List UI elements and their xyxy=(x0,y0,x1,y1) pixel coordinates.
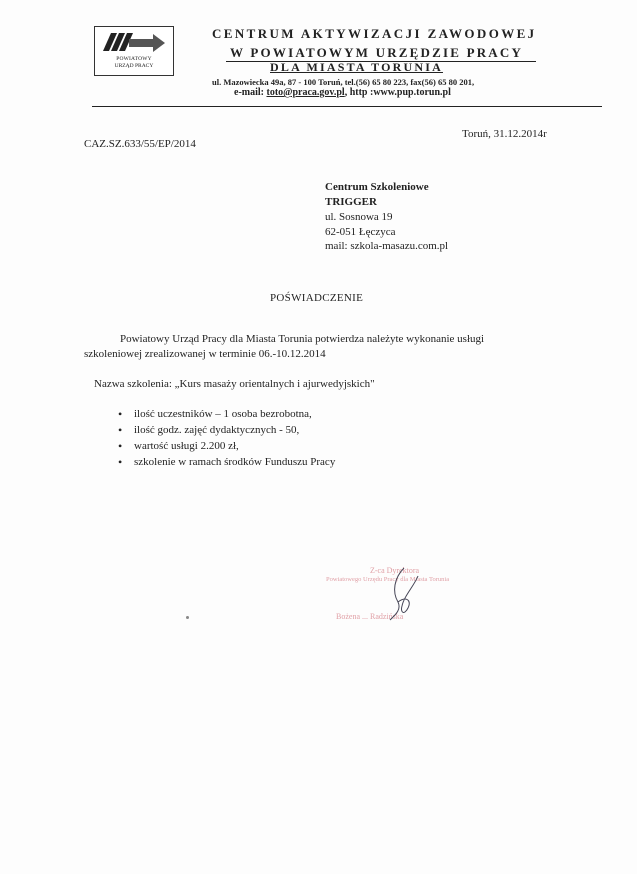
recipient-line4: 62-051 Łęczyca xyxy=(325,226,396,238)
stamp-line3: Bożena ... Radzińska xyxy=(336,612,404,621)
stamp-line2: Powiatowego Urzędu Pracy dla Miasta Torunia xyxy=(326,576,450,583)
signature-icon xyxy=(384,566,424,622)
letterhead-line3: DLA MIASTA TORUNIA xyxy=(270,60,443,74)
list-item: • ilość uczestników – 1 osoba bezrobotna, xyxy=(118,406,335,422)
logo-text-line2: URZĄD PRACY xyxy=(114,63,154,69)
letterhead-address: ul. Mazowiecka 49a, 87 - 100 Toruń, tel.(56) 65 80 223, fax(56) 65 80 201, xyxy=(212,77,475,87)
email-link[interactable]: toto@praca.gov.pl xyxy=(266,87,345,98)
details-list xyxy=(118,406,335,470)
list-item: • ilość godz. zajęć dydaktycznych - 50, xyxy=(118,422,335,438)
recipient-line1: Centrum Szkoleniowe xyxy=(325,181,429,193)
letterhead-contact xyxy=(234,87,451,98)
letterhead-line2: W POWIATOWYM URZĘDZIE PRACY xyxy=(230,45,524,60)
body-line1: Powiatowy Urząd Pracy dla Miasta Torunia potwierdza należyte wykonanie usługi xyxy=(120,333,485,345)
logo-graphic-icon xyxy=(101,31,167,53)
reference-number: CAZ.SZ.633/55/EP/2014 xyxy=(84,138,196,150)
scan-speck xyxy=(186,616,189,619)
website-text: , http :www.pup.torun.pl xyxy=(344,87,451,98)
recipient-line5: mail: szkola-masazu.com.pl xyxy=(325,240,449,252)
list-item: • wartość usługi 2.200 zł, xyxy=(118,438,335,454)
list-item: • szkolenie w ramach środków Funduszu Pracy xyxy=(118,454,335,470)
body-paragraph xyxy=(84,332,556,362)
letterhead-line1: CENTRUM AKTYWIZACJI ZAWODOWEJ xyxy=(212,26,537,41)
recipient-line3: ul. Sosnowa 19 xyxy=(325,211,393,223)
document-title: POŚWIADCZENIE xyxy=(270,292,364,304)
body-line2: szkoleniowej zrealizowanej w terminie 06.-10.12.2014 xyxy=(84,348,326,360)
letter-date: Toruń, 31.12.2014r xyxy=(462,128,547,140)
course-name: Nazwa szkolenia: „Kurs masaży orientalnych i ajurwedyjskich" xyxy=(94,378,375,390)
stamp-line1: Z-ca Dyrektora xyxy=(370,566,420,575)
logo-text-line1: POWIATOWY xyxy=(116,56,152,62)
email-label: e-mail: xyxy=(234,87,264,98)
recipient-line2: TRIGGER xyxy=(325,196,377,208)
header-rule xyxy=(92,106,602,107)
